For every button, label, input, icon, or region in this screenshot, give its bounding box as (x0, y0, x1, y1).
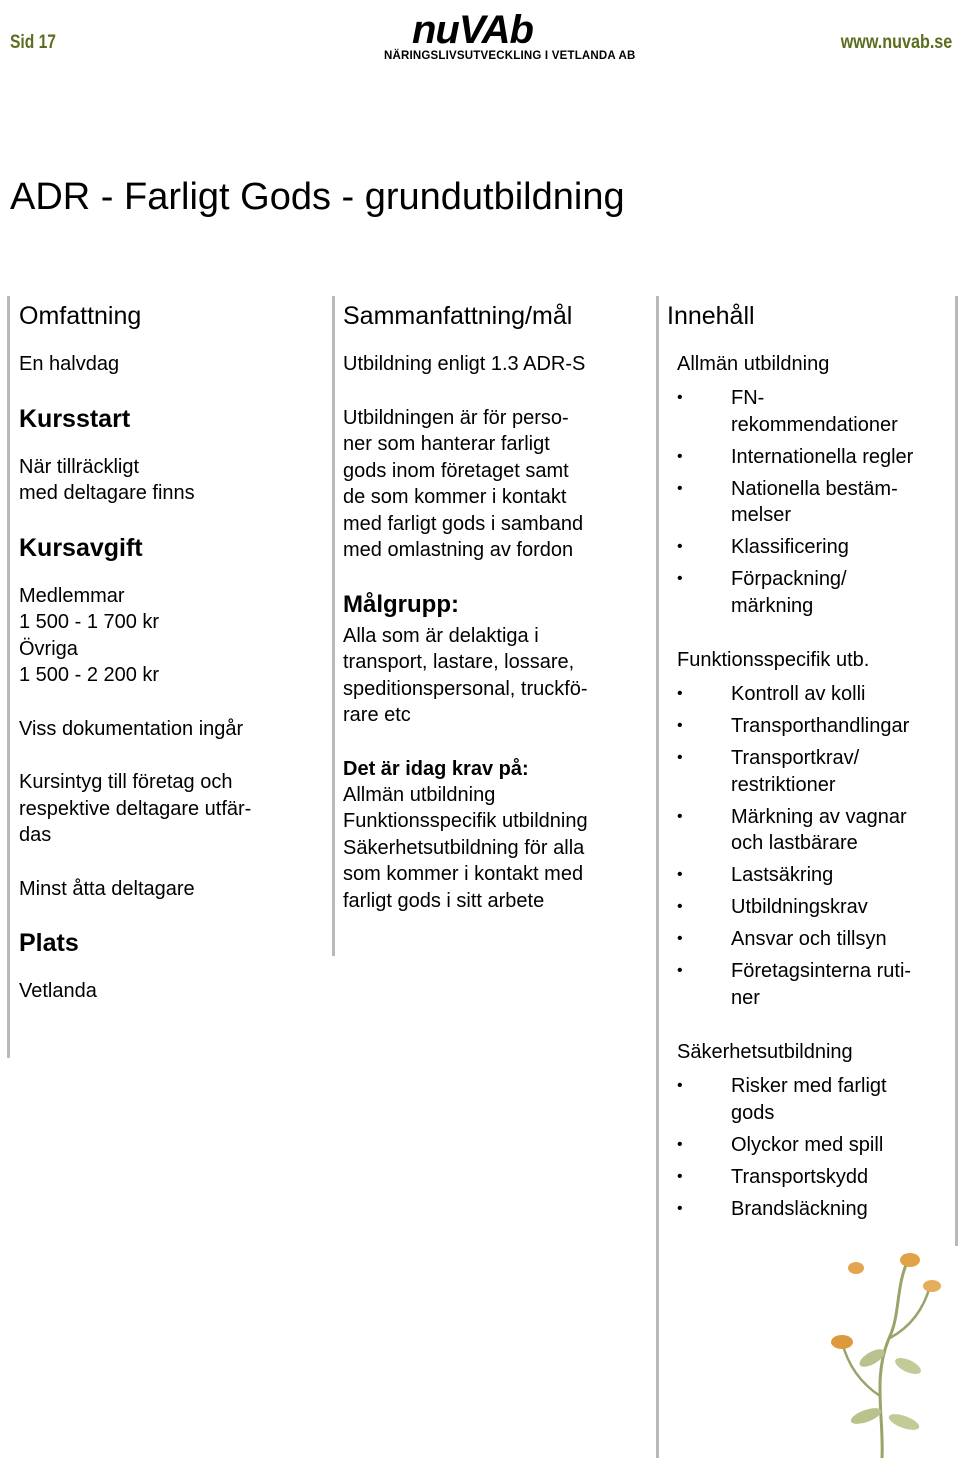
list-item: • Transporthandlingar (667, 713, 957, 740)
desc-line: gods inom företaget samt (343, 459, 569, 482)
heading-innehall: Innehåll (667, 302, 755, 330)
kursavgift-text (19, 583, 299, 689)
list-item: • FN- rekommendationer (667, 385, 957, 438)
content-sections (667, 351, 957, 1222)
requirements-text (343, 782, 633, 915)
flower-illustration (812, 1246, 960, 1458)
plats-text: Vetlanda (19, 980, 97, 1002)
logo-subtitle: NÄRINGSLIVSUTVECKLING I VETLANDA AB (384, 50, 636, 62)
heading-sammanfattning: Sammanfattning/mål (343, 302, 573, 330)
certificate-text (19, 769, 299, 849)
target-line: transport, lastare, lossare, (343, 651, 575, 673)
list-item: • Transportkrav/ restriktioner (667, 745, 957, 798)
omfattning-text: En halvdag (19, 353, 120, 375)
kursstart-line: med deltagare finns (19, 482, 195, 504)
list-item: • Kontroll av kolli (667, 681, 957, 708)
target-text (343, 623, 633, 729)
list-item: • Företagsinterna ruti- ner (667, 958, 957, 1011)
column-divider (332, 296, 335, 956)
req-line: farligt gods i sitt arbete (343, 889, 545, 912)
req-line: Allmän utbildning (343, 783, 496, 806)
section-list (667, 385, 957, 619)
list-item: • Risker med farligt gods (667, 1073, 957, 1126)
list-item: • Brandsläckning (667, 1196, 957, 1223)
desc-line: de som kommer i kontakt (343, 486, 567, 508)
desc-line: Utbildningen är för perso- (343, 406, 569, 429)
section-title: Allmän utbildning (677, 353, 830, 375)
column-omfattning (19, 302, 299, 1032)
list-item: • Förpackning/ märkning (667, 566, 957, 619)
description-text (343, 405, 633, 564)
desc-line: med omlastning av fordon (343, 539, 574, 561)
fee-line: Övriga (19, 637, 78, 660)
list-item: • Klassificering (667, 534, 957, 561)
intro-text: Utbildning enligt 1.3 ADR-S (343, 353, 586, 375)
heading-malgrupp: Målgrupp: (343, 590, 459, 618)
section-title: Säkerhetsutbildning (677, 1041, 853, 1063)
section-list (667, 681, 957, 1011)
column-sammanfattning (343, 302, 633, 941)
list-item: • Internationella regler (667, 444, 957, 471)
req-line: Säkerhetsutbildning för alla (343, 836, 585, 859)
req-line: Funktionsspecifik utbildning (343, 810, 588, 832)
heading-requirements: Det är idag krav på: (343, 757, 529, 780)
target-line: speditionspersonal, truckfö- (343, 677, 588, 700)
min-participants-text: Minst åtta deltagare (19, 877, 195, 900)
target-line: Alla som är delaktiga i (343, 624, 539, 647)
list-item: • Märkning av vagnar och lastbärare (667, 804, 957, 857)
page-number: Sid 17 (10, 32, 56, 53)
fee-line: 1 500 - 2 200 kr (19, 664, 160, 686)
kursstart-line: När tillräckligt (19, 455, 140, 478)
list-item: • Olyckor med spill (667, 1132, 957, 1159)
target-line: rare etc (343, 704, 411, 726)
kursstart-text (19, 454, 299, 507)
heading-kursstart: Kursstart (19, 404, 131, 433)
nuvab-logo (384, 8, 636, 64)
cert-line: das (19, 824, 52, 846)
section-list (667, 1073, 957, 1222)
documentation-text: Viss dokumentation ingår (19, 717, 244, 740)
list-item: • Transportskydd (667, 1164, 957, 1191)
fee-line: 1 500 - 1 700 kr (19, 611, 160, 633)
website-link[interactable]: www.nuvab.se (840, 32, 952, 53)
column-innehall (667, 302, 957, 1250)
fee-line: Medlemmar (19, 584, 125, 607)
cert-line: respektive deltagare utfär- (19, 797, 252, 820)
column-divider (7, 296, 10, 1058)
heading-plats: Plats (19, 929, 79, 957)
heading-kursavgift: Kursavgift (19, 533, 143, 562)
heading-omfattning: Omfattning (19, 302, 142, 330)
section-title: Funktionsspecifik utb. (677, 649, 870, 671)
req-line: som kommer i kontakt med (343, 863, 584, 885)
desc-line: ner som hanterar farligt (343, 433, 550, 455)
list-item: • Utbildningskrav (667, 894, 957, 921)
logo-word: nuVAb (412, 8, 533, 52)
list-item: • Lastsäkring (667, 862, 957, 889)
list-item: • Nationella bestäm- melser (667, 476, 957, 529)
list-item: • Ansvar och tillsyn (667, 926, 957, 953)
desc-line: med farligt gods i samband (343, 512, 584, 535)
page-title: ADR - Farligt Gods - grundutbildning (10, 176, 625, 218)
column-divider (656, 296, 659, 1458)
cert-line: Kursintyg till företag och (19, 771, 233, 793)
